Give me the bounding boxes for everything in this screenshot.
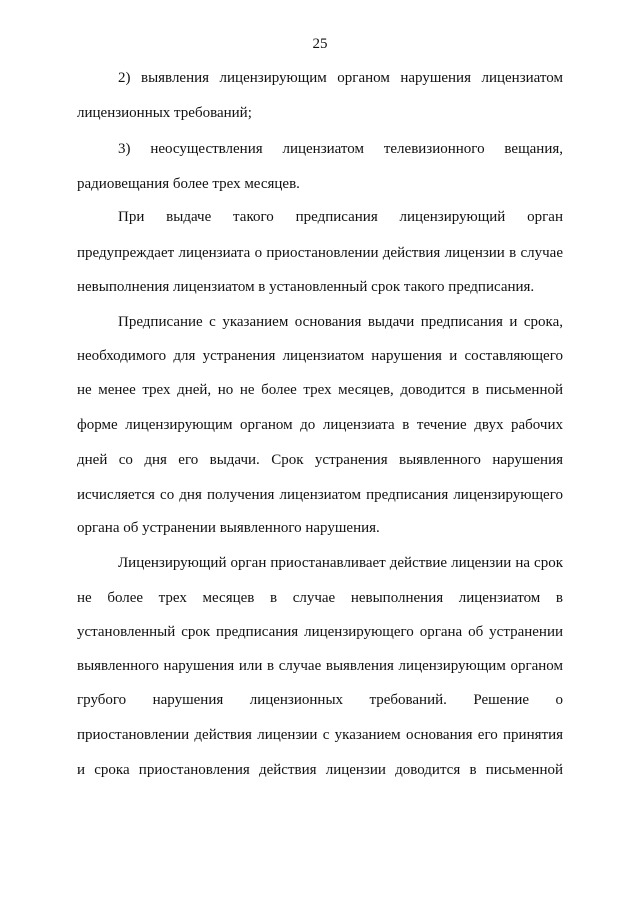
text-line: не менее трех дней, но не более трех месяцев, доводится в письменной (77, 382, 563, 398)
text-line: Лицензирующий орган приостанавливает действие лицензии на срок (118, 555, 563, 571)
text-line: 2) выявления лицензирующим органом нарушения лицензиатом (118, 70, 563, 86)
text-line: органа об устранении выявленного нарушения. (77, 520, 380, 536)
text-line: 3) неосуществления лицензиатом телевизионного вещания, (118, 141, 563, 157)
text-line: предупреждает лицензиата о приостановлении действия лицензии в случае (77, 245, 563, 261)
text-line: приостановлении действия лицензии с указанием основания его принятия (77, 727, 563, 743)
text-line: При выдаче такого предписания лицензирующий орган (118, 209, 563, 225)
text-line: невыполнения лицензиатом в установленный срок такого предписания. (77, 279, 535, 295)
text-line: исчисляется со дня получения лицензиатом предписания лицензирующего (77, 487, 563, 503)
text-line: Предписание с указанием основания выдачи предписания и срока, (118, 314, 563, 330)
text-line: радиовещания более трех месяцев. (77, 176, 300, 192)
text-line: форме лицензирующим органом до лицензиата в течение двух рабочих (77, 417, 563, 433)
text-line: не более трех месяцев в случае невыполнения лицензиатом в (77, 590, 563, 606)
text-line: лицензионных требований; (77, 105, 252, 121)
text-line: установленный срок предписания лицензирующего органа об устранении (77, 624, 563, 640)
text-line: грубого нарушения лицензионных требований. Решение о (77, 692, 563, 708)
text-line: выявленного нарушения или в случае выявления лицензирующим органом (77, 658, 563, 674)
text-line: необходимого для устранения лицензиатом нарушения и составляющего (77, 348, 563, 364)
page-number: 25 (312, 36, 328, 52)
text-line: дней со дня его выдачи. Срок устранения выявленного нарушения (77, 452, 563, 468)
text-line: и срока приостановления действия лицензии доводится в письменной (77, 762, 563, 778)
